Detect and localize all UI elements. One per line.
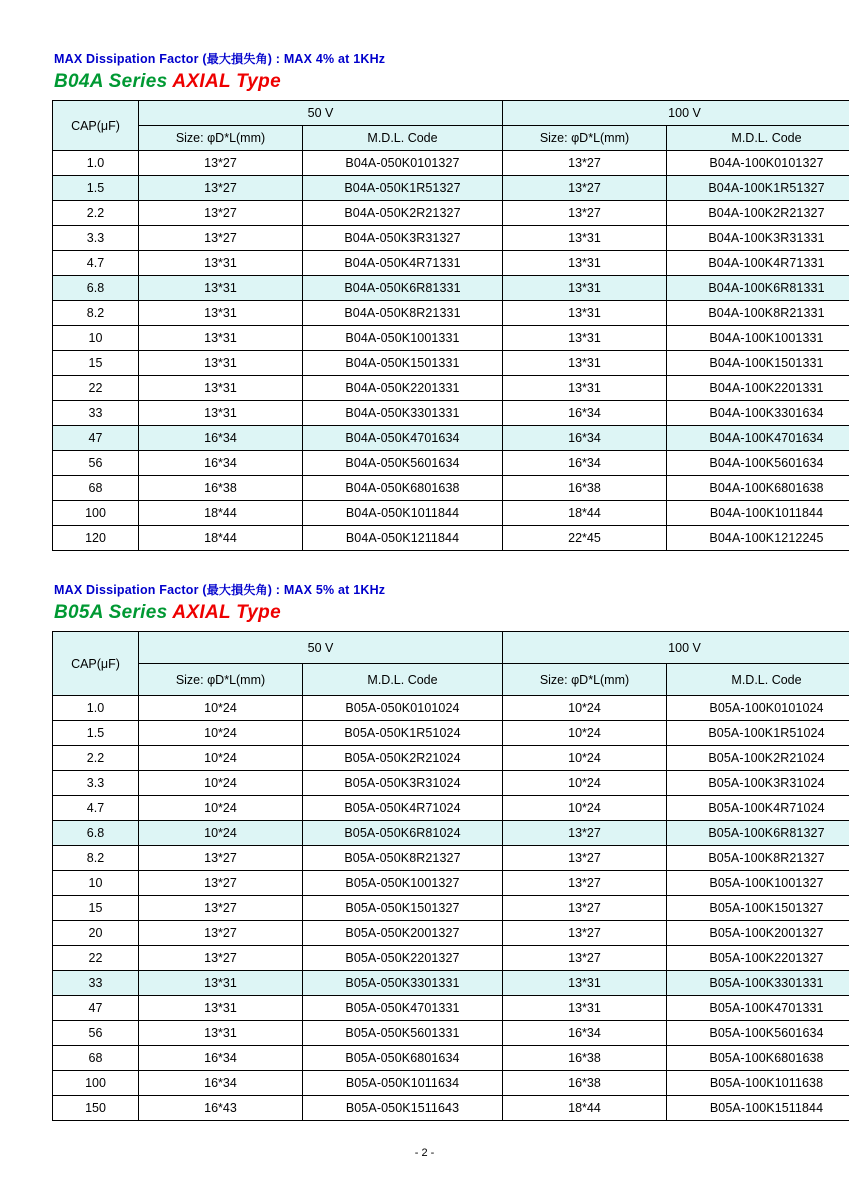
cell-size-50: 13*27	[139, 201, 303, 226]
spec-table-b04a	[52, 100, 849, 551]
cell-size-50: 16*34	[139, 1071, 303, 1096]
cell-size-100: 13*31	[503, 971, 667, 996]
table-row	[53, 176, 849, 201]
cell-size-100: 13*31	[503, 996, 667, 1021]
cell-size-100: 18*44	[503, 501, 667, 526]
cell-code-50: B05A-050K2R21024	[303, 746, 503, 771]
table-row	[53, 426, 849, 451]
table-row	[53, 276, 849, 301]
cell-cap: 1.0	[53, 151, 139, 176]
cell-code-100: B05A-100K4701331	[667, 996, 849, 1021]
cell-cap: 10	[53, 326, 139, 351]
cell-code-50: B05A-050K0101024	[303, 696, 503, 721]
series-title-b05a	[54, 602, 797, 624]
cell-size-100: 13*27	[503, 151, 667, 176]
cell-code-100: B04A-100K1011844	[667, 501, 849, 526]
cell-cap: 2.2	[53, 746, 139, 771]
dissipation-cjk: 最大損失角	[206, 583, 268, 597]
table-row	[53, 1096, 849, 1121]
dissipation-factor-line-b05a	[54, 581, 797, 598]
cell-code-50: B04A-050K6801638	[303, 476, 503, 501]
cell-cap: 6.8	[53, 821, 139, 846]
cell-code-100: B05A-100K5601634	[667, 1021, 849, 1046]
header-cap: CAP(μF)	[53, 101, 139, 151]
header-code-50: M.D.L. Code	[303, 126, 503, 151]
cell-size-50: 10*24	[139, 771, 303, 796]
cell-size-50: 13*27	[139, 921, 303, 946]
table-body-b05a	[53, 696, 849, 1121]
cell-size-100: 13*27	[503, 176, 667, 201]
header-cap: CAP(μF)	[53, 632, 139, 696]
cell-size-100: 13*27	[503, 821, 667, 846]
dissipation-factor-line-b04a	[54, 50, 797, 67]
cell-size-50: 18*44	[139, 526, 303, 551]
header-voltage-100: 100 V	[503, 632, 849, 664]
cell-cap: 33	[53, 971, 139, 996]
table-row	[53, 821, 849, 846]
cell-size-100: 16*34	[503, 426, 667, 451]
cell-code-50: B04A-050K0101327	[303, 151, 503, 176]
dissipation-cjk: 最大損失角	[206, 52, 268, 66]
cell-code-100: B04A-100K1R51327	[667, 176, 849, 201]
cell-code-100: B04A-100K3R31331	[667, 226, 849, 251]
cell-cap: 68	[53, 476, 139, 501]
cell-code-100: B05A-100K3301331	[667, 971, 849, 996]
cell-code-50: B04A-050K3R31327	[303, 226, 503, 251]
cell-size-50: 13*27	[139, 176, 303, 201]
series-title-b04a	[54, 71, 797, 93]
cell-code-50: B04A-050K1501331	[303, 351, 503, 376]
cell-code-100: B04A-100K4R71331	[667, 251, 849, 276]
table-header-row-voltage	[53, 101, 849, 126]
cell-code-50: B05A-050K5601331	[303, 1021, 503, 1046]
cell-code-100: B05A-100K1001327	[667, 871, 849, 896]
cell-size-50: 16*38	[139, 476, 303, 501]
cell-size-100: 10*24	[503, 696, 667, 721]
cell-cap: 20	[53, 921, 139, 946]
cell-size-50: 13*31	[139, 276, 303, 301]
table-row	[53, 696, 849, 721]
table-row	[53, 871, 849, 896]
table-row	[53, 846, 849, 871]
table-row	[53, 201, 849, 226]
cell-code-100: B04A-100K1212245	[667, 526, 849, 551]
cell-code-50: B05A-050K8R21327	[303, 846, 503, 871]
table-row	[53, 746, 849, 771]
cell-code-50: B05A-050K3301331	[303, 971, 503, 996]
header-voltage-100: 100 V	[503, 101, 849, 126]
cell-size-100: 10*24	[503, 796, 667, 821]
cell-code-50: B04A-050K4R71331	[303, 251, 503, 276]
cell-code-100: B04A-100K5601634	[667, 451, 849, 476]
cell-cap: 22	[53, 946, 139, 971]
cell-cap: 10	[53, 871, 139, 896]
cell-size-100: 16*34	[503, 1021, 667, 1046]
table-row	[53, 401, 849, 426]
header-size-100: Size: φD*L(mm)	[503, 664, 667, 696]
cell-code-50: B04A-050K3301331	[303, 401, 503, 426]
cell-cap: 56	[53, 451, 139, 476]
table-row	[53, 451, 849, 476]
cell-cap: 22	[53, 376, 139, 401]
cell-cap: 56	[53, 1021, 139, 1046]
dissipation-prefix: MAX Dissipation Factor (	[54, 583, 207, 597]
dissipation-prefix: MAX Dissipation Factor (	[54, 52, 207, 66]
table-row	[53, 376, 849, 401]
cell-code-100: B05A-100K0101024	[667, 696, 849, 721]
cell-size-50: 10*24	[139, 796, 303, 821]
table-row	[53, 501, 849, 526]
cell-size-100: 16*38	[503, 476, 667, 501]
cell-size-100: 13*31	[503, 376, 667, 401]
header-code-100: M.D.L. Code	[667, 664, 849, 696]
cell-code-100: B05A-100K2R21024	[667, 746, 849, 771]
table-row	[53, 226, 849, 251]
dissipation-suffix: ) : MAX 4% at 1KHz	[267, 52, 386, 66]
header-voltage-50: 50 V	[139, 632, 503, 664]
cell-code-50: B04A-050K2R21327	[303, 201, 503, 226]
cell-code-100: B05A-100K1011638	[667, 1071, 849, 1096]
cell-code-100: B05A-100K1501327	[667, 896, 849, 921]
table-row	[53, 301, 849, 326]
cell-cap: 1.5	[53, 176, 139, 201]
cell-code-50: B05A-050K1011634	[303, 1071, 503, 1096]
cell-cap: 6.8	[53, 276, 139, 301]
section-b04a	[52, 50, 825, 551]
cell-code-100: B04A-100K6R81331	[667, 276, 849, 301]
cell-cap: 8.2	[53, 846, 139, 871]
header-voltage-50: 50 V	[139, 101, 503, 126]
cell-code-100: B04A-100K1001331	[667, 326, 849, 351]
cell-size-100: 16*38	[503, 1071, 667, 1096]
cell-code-100: B04A-100K0101327	[667, 151, 849, 176]
cell-cap: 15	[53, 351, 139, 376]
cell-size-50: 13*31	[139, 351, 303, 376]
cell-code-100: B04A-100K4701634	[667, 426, 849, 451]
cell-cap: 68	[53, 1046, 139, 1071]
cell-code-50: B04A-050K1011844	[303, 501, 503, 526]
cell-size-50: 13*31	[139, 301, 303, 326]
table-row	[53, 351, 849, 376]
section-b05a	[52, 581, 825, 1121]
cell-code-100: B05A-100K3R31024	[667, 771, 849, 796]
cell-cap: 4.7	[53, 796, 139, 821]
table-row	[53, 996, 849, 1021]
cell-size-50: 13*31	[139, 996, 303, 1021]
table-row	[53, 1046, 849, 1071]
cell-code-50: B05A-050K2201327	[303, 946, 503, 971]
cell-cap: 15	[53, 896, 139, 921]
cell-code-100: B05A-100K4R71024	[667, 796, 849, 821]
table-row	[53, 921, 849, 946]
table-row	[53, 1071, 849, 1096]
cell-cap: 3.3	[53, 771, 139, 796]
header-size-100: Size: φD*L(mm)	[503, 126, 667, 151]
cell-size-50: 13*31	[139, 251, 303, 276]
cell-code-100: B04A-100K2R21327	[667, 201, 849, 226]
cell-size-50: 18*44	[139, 501, 303, 526]
cell-size-100: 13*31	[503, 351, 667, 376]
cell-code-50: B05A-050K4701331	[303, 996, 503, 1021]
table-row	[53, 526, 849, 551]
header-size-50: Size: φD*L(mm)	[139, 664, 303, 696]
cell-cap: 4.7	[53, 251, 139, 276]
cell-size-50: 13*31	[139, 401, 303, 426]
cell-size-50: 13*31	[139, 376, 303, 401]
cell-code-50: B05A-050K1001327	[303, 871, 503, 896]
cell-code-100: B05A-100K1511844	[667, 1096, 849, 1121]
table-body-b04a	[53, 151, 849, 551]
table-row	[53, 721, 849, 746]
cell-size-50: 10*24	[139, 821, 303, 846]
spec-table-b05a	[52, 631, 849, 1121]
cell-cap: 150	[53, 1096, 139, 1121]
series-title-accent: AXIAL Type	[172, 602, 281, 623]
cell-code-100: B04A-100K1501331	[667, 351, 849, 376]
cell-size-100: 13*27	[503, 201, 667, 226]
cell-code-50: B05A-050K4R71024	[303, 796, 503, 821]
table-header-row-sub	[53, 664, 849, 696]
header-size-50: Size: φD*L(mm)	[139, 126, 303, 151]
cell-code-100: B05A-100K2201327	[667, 946, 849, 971]
cell-code-50: B04A-050K1R51327	[303, 176, 503, 201]
cell-size-50: 13*27	[139, 896, 303, 921]
cell-code-50: B05A-050K1511643	[303, 1096, 503, 1121]
cell-cap: 3.3	[53, 226, 139, 251]
cell-size-50: 13*31	[139, 971, 303, 996]
cell-cap: 1.0	[53, 696, 139, 721]
cell-code-100: B05A-100K6801638	[667, 1046, 849, 1071]
cell-cap: 2.2	[53, 201, 139, 226]
cell-code-100: B05A-100K8R21327	[667, 846, 849, 871]
cell-size-100: 18*44	[503, 1096, 667, 1121]
table-row	[53, 1021, 849, 1046]
cell-cap: 100	[53, 1071, 139, 1096]
cell-size-50: 16*34	[139, 1046, 303, 1071]
cell-code-50: B05A-050K6R81024	[303, 821, 503, 846]
cell-size-50: 13*27	[139, 946, 303, 971]
cell-size-100: 13*27	[503, 946, 667, 971]
table-row	[53, 326, 849, 351]
cell-size-100: 13*27	[503, 921, 667, 946]
cell-cap: 120	[53, 526, 139, 551]
cell-code-50: B05A-050K3R31024	[303, 771, 503, 796]
cell-size-50: 13*31	[139, 1021, 303, 1046]
cell-code-100: B04A-100K3301634	[667, 401, 849, 426]
cell-code-50: B04A-050K2201331	[303, 376, 503, 401]
cell-code-100: B05A-100K2001327	[667, 921, 849, 946]
cell-cap: 8.2	[53, 301, 139, 326]
table-row	[53, 251, 849, 276]
table-row	[53, 151, 849, 176]
cell-cap: 1.5	[53, 721, 139, 746]
cell-size-100: 10*24	[503, 746, 667, 771]
cell-size-100: 16*38	[503, 1046, 667, 1071]
table-row	[53, 476, 849, 501]
cell-code-50: B04A-050K4701634	[303, 426, 503, 451]
table-row	[53, 796, 849, 821]
cell-size-100: 13*31	[503, 326, 667, 351]
cell-code-50: B05A-050K2001327	[303, 921, 503, 946]
cell-cap: 47	[53, 996, 139, 1021]
cell-code-50: B04A-050K6R81331	[303, 276, 503, 301]
table-header-row-sub	[53, 126, 849, 151]
cell-size-100: 10*24	[503, 771, 667, 796]
cell-size-50: 10*24	[139, 696, 303, 721]
cell-code-100: B04A-100K2201331	[667, 376, 849, 401]
cell-size-100: 13*27	[503, 846, 667, 871]
cell-size-50: 13*27	[139, 846, 303, 871]
series-title-main: B05A Series	[54, 602, 173, 623]
series-title-accent: AXIAL Type	[172, 71, 281, 92]
dissipation-suffix: ) : MAX 5% at 1KHz	[267, 583, 386, 597]
cell-code-100: B04A-100K8R21331	[667, 301, 849, 326]
cell-size-50: 13*27	[139, 226, 303, 251]
cell-cap: 100	[53, 501, 139, 526]
cell-size-50: 10*24	[139, 721, 303, 746]
cell-code-50: B04A-050K1211844	[303, 526, 503, 551]
cell-code-50: B04A-050K1001331	[303, 326, 503, 351]
cell-size-50: 16*43	[139, 1096, 303, 1121]
cell-size-100: 13*27	[503, 871, 667, 896]
cell-code-50: B04A-050K8R21331	[303, 301, 503, 326]
cell-size-100: 13*31	[503, 301, 667, 326]
cell-size-100: 22*45	[503, 526, 667, 551]
cell-size-100: 13*31	[503, 226, 667, 251]
cell-cap: 33	[53, 401, 139, 426]
cell-size-100: 13*27	[503, 896, 667, 921]
header-code-100: M.D.L. Code	[667, 126, 849, 151]
cell-code-50: B04A-050K5601634	[303, 451, 503, 476]
cell-size-100: 10*24	[503, 721, 667, 746]
table-row	[53, 971, 849, 996]
page-number: - 2 -	[414, 1147, 435, 1159]
header-code-50: M.D.L. Code	[303, 664, 503, 696]
cell-size-50: 16*34	[139, 426, 303, 451]
cell-size-50: 13*27	[139, 871, 303, 896]
cell-code-50: B05A-050K6801634	[303, 1046, 503, 1071]
cell-size-100: 16*34	[503, 401, 667, 426]
table-row	[53, 771, 849, 796]
cell-code-100: B04A-100K6801638	[667, 476, 849, 501]
table-row	[53, 896, 849, 921]
cell-size-50: 16*34	[139, 451, 303, 476]
cell-size-100: 16*34	[503, 451, 667, 476]
cell-size-100: 13*31	[503, 276, 667, 301]
cell-code-100: B05A-100K6R81327	[667, 821, 849, 846]
cell-code-100: B05A-100K1R51024	[667, 721, 849, 746]
cell-code-50: B05A-050K1501327	[303, 896, 503, 921]
table-row	[53, 946, 849, 971]
cell-size-50: 10*24	[139, 746, 303, 771]
cell-cap: 47	[53, 426, 139, 451]
cell-code-50: B05A-050K1R51024	[303, 721, 503, 746]
cell-size-50: 13*27	[139, 151, 303, 176]
table-header-row-voltage	[53, 632, 849, 664]
cell-size-50: 13*31	[139, 326, 303, 351]
series-title-main: B04A Series	[54, 71, 173, 92]
cell-size-100: 13*31	[503, 251, 667, 276]
